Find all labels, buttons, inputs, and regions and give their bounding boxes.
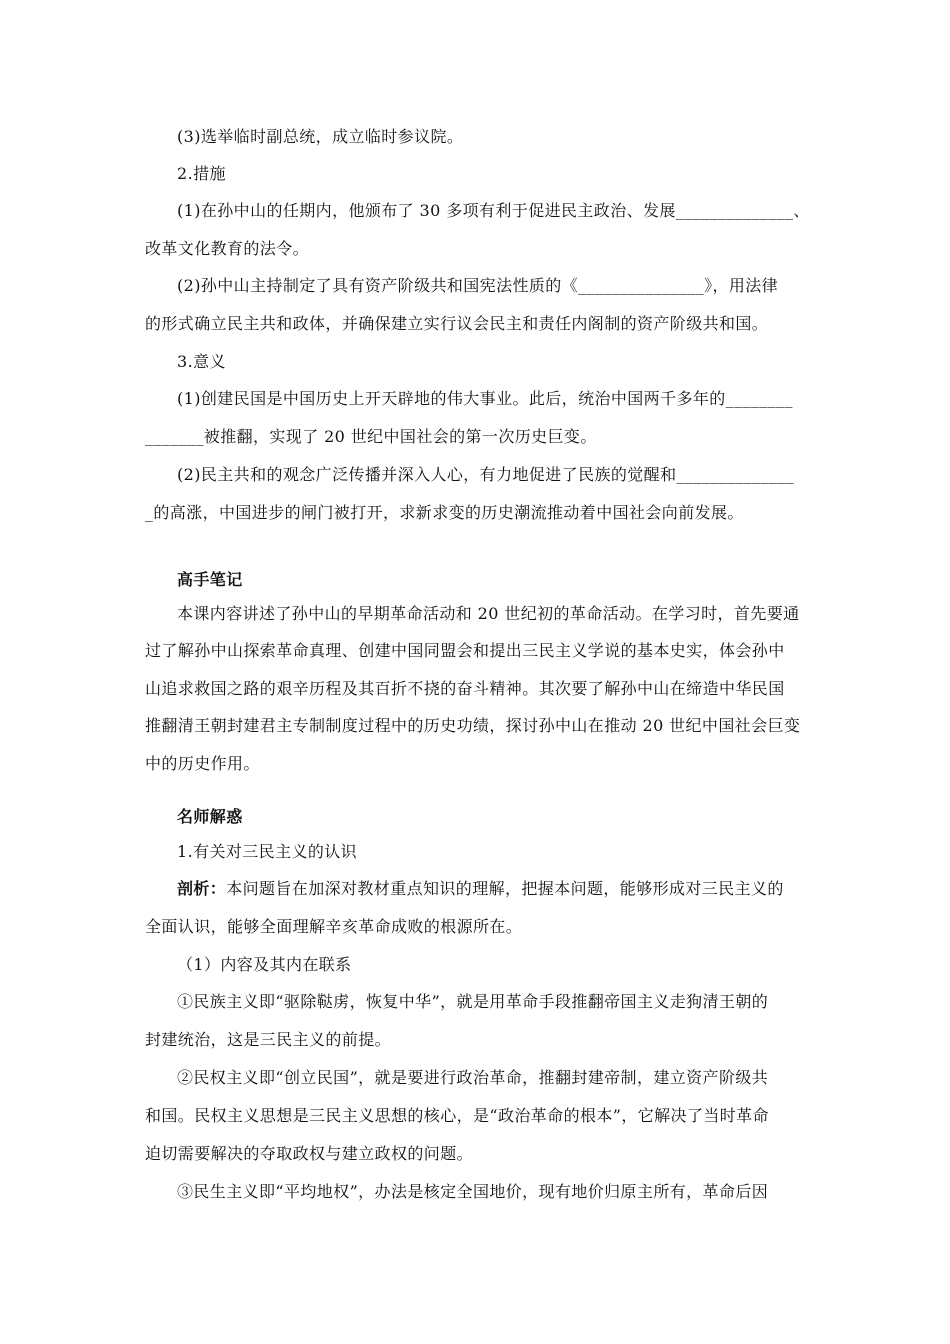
heading-expert-notes: 高手笔记 <box>177 570 243 589</box>
text-line: ①民族主义即“驱除鞑虏，恢复中华”，就是用革命手段推翻帝国主义走狗清王朝的 <box>177 992 769 1011</box>
text-line: (2)孙中山主持制定了具有资产阶级共和国宪法性质的《_______________》，用法律 <box>177 276 779 295</box>
section-heading-measures: 2.措施 <box>177 164 226 183</box>
text-line: 过了解孙中山探索革命真理、创建中国同盟会和提出三民主义学说的基本史实，体会孙中 <box>145 641 785 660</box>
section-heading-significance: 3.意义 <box>177 352 226 371</box>
analysis-label: 剖析： <box>177 879 227 898</box>
text-line: 和国。民权主义思想是三民主义思想的核心，是“政治革命的根本”，它解决了当时革命 <box>145 1106 769 1125</box>
text-line: ②民权主义即“创立民国”，就是要进行政治革命，推翻封建帝制，建立资产阶级共 <box>177 1068 769 1087</box>
text-line: 改革文化教育的法令。 <box>145 239 310 258</box>
text-line: ③民生主义即“平均地权”，办法是核定全国地价，现有地价归原主所有，革命后因 <box>177 1182 769 1201</box>
text-line: (1)在孙中山的任期内，他颁布了 30 多项有利于促进民主政治、发展______________、 <box>177 201 810 220</box>
text-line: 山追求救国之路的艰辛历程及其百折不挠的奋斗精神。其次要了解孙中山在缔造中华民国 <box>145 679 785 698</box>
text-line: 的形式确立民主共和政体，并确保建立实行议会民主和责任内阁制的资产阶级共和国。 <box>145 314 769 333</box>
text-line: 推翻清王朝封建君主专制制度过程中的历史功绩，探讨孙中山在推动 20 世纪中国社会巨变 <box>145 716 801 735</box>
text-line: (1)创建民国是中国历史上开天辟地的伟大事业。此后，统治中国两千多年的________ <box>177 389 793 408</box>
heading-teacher-answers: 名师解惑 <box>177 807 243 826</box>
text-line: _______被推翻，实现了 20 世纪中国社会的第一次历史巨变。 <box>145 427 597 446</box>
text-line: 本课内容讲述了孙中山的早期革命活动和 20 世纪初的革命活动。在学习时，首先要通 <box>177 604 800 623</box>
text-line: (2)民主共和的观念广泛传播并深入人心，有力地促进了民族的觉醒和______________ <box>177 465 795 484</box>
text-line: 封建统治，这是三民主义的前提。 <box>145 1030 392 1049</box>
text-line: 迫切需要解决的夺取政权与建立政权的问题。 <box>145 1144 474 1163</box>
text-line: 1.有关对三民主义的认识 <box>177 842 358 861</box>
analysis-text: 本问题旨在加深对教材重点知识的理解，把握本问题，能够形成对三民主义的 <box>226 879 784 898</box>
text-line: (3)选举临时副总统，成立临时参议院。 <box>177 127 464 146</box>
text-line <box>177 879 825 899</box>
text-line: 中的历史作用。 <box>145 754 260 773</box>
text-line: （1）内容及其内在联系 <box>177 955 352 974</box>
text-line: _的高涨，中国进步的闸门被打开，求新求变的历史潮流推动着中国社会向前发展。 <box>145 503 744 522</box>
text-line: 全面认识，能够全面理解辛亥革命成败的根源所在。 <box>145 917 523 936</box>
